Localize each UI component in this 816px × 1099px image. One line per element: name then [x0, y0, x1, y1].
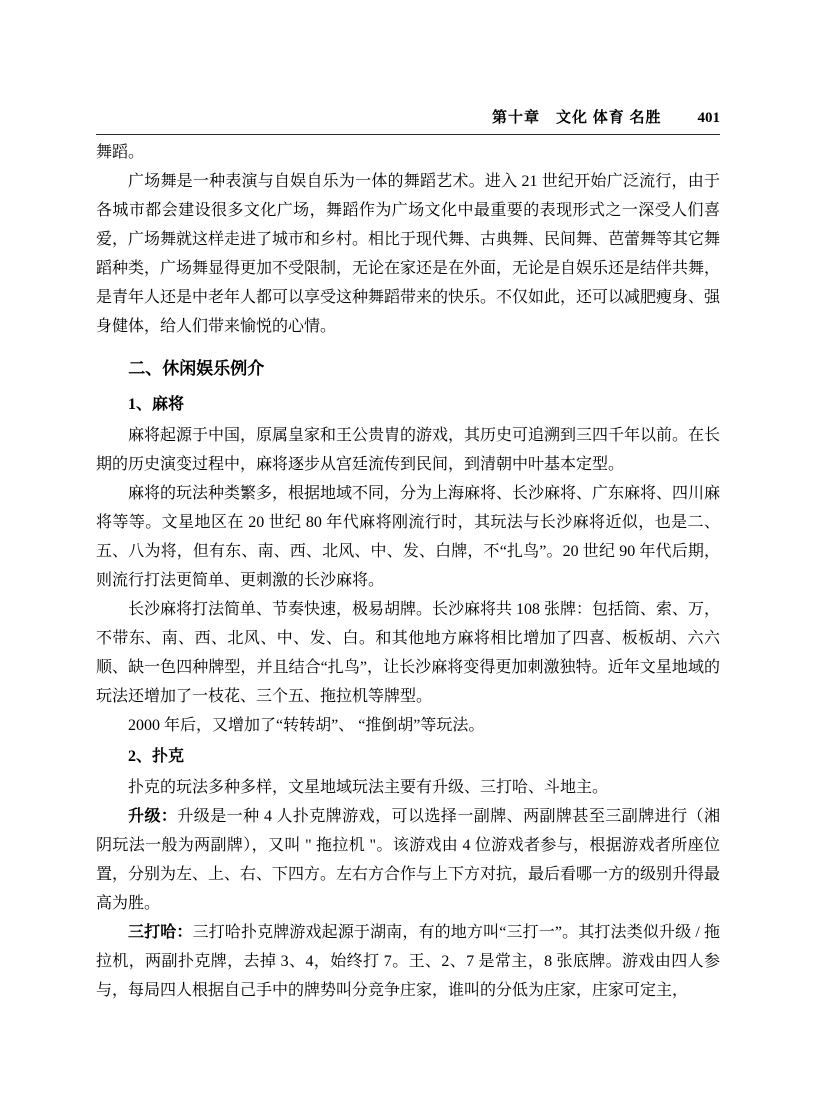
paragraph-changsha-mahjong: 长沙麻将打法简单、节奏快速，极易胡牌。长沙麻将共 108 张牌：包括筒、索、万，不带东、南、西、北风、中、发、白。和其他地方麻将相比增加了四喜、板板胡、六六顺、缺一色四种牌型，并且结合“扎鸟”，让长沙麻将变得更加刺激独特。近年文星地域的玩法还增加了一枝花、三个五、拖拉机等牌型。 — [96, 601, 721, 705]
page-body — [96, 138, 720, 1005]
paragraph-square-dance: 广场舞是一种表演与自娱自乐为一体的舞蹈艺术。进入 21 世纪开始广泛流行，由于各城市都会建设很多文化广场，舞蹈作为广场文化中最重要的表现形式之一深受人们喜爱，广场舞就这样走进了城市和乡村。相比于现代舞、古典舞、民间舞、芭蕾舞等其它舞蹈种类，广场舞显得更加不受限制，无论在家还是在外面，无论是自娱乐还是结伴共舞，是青年人还是中老年人都可以享受这种舞蹈带来的快乐。不仅如此，还可以减肥瘦身、强身健体，给人们带来愉悦的心情。 — [96, 173, 721, 335]
shengji-term: 升级： — [128, 808, 178, 825]
paragraph-poker-intro: 扑克的玩法多种多样，文星地域玩法主要有升级、三打哈、斗地主。 — [128, 779, 609, 796]
chapter-title: 第十章 文化 体育 名胜 — [491, 110, 662, 126]
paragraph-sandaha — [96, 918, 720, 1005]
sandaha-term: 三打哈： — [128, 924, 193, 941]
subsection-heading-mahjong: 1、麻将 — [128, 396, 185, 413]
section-heading-leisure: 二、休闲娱乐例介 — [128, 359, 265, 378]
shengji-text: 升级是一种 4 人扑克牌游戏，可以选择一副牌、两副牌甚至三副牌进行（湘阴玩法一般为两副牌），又叫 " 拖拉机 "。该游戏由 4 位游戏者参与，根据游戏者所座位置，分别为左、上、右、下四方。左右方合作与上下方对抗，最后看哪一方的级别升得最高为胜。 — [96, 808, 721, 912]
sandaha-text: 三打哈扑克牌游戏起源于湖南，有的地方叫“三打一”。其打法类似升级 / 拖拉机，两副扑克牌，去掉 3、4，始终打 7。王、2、7 是常主，8 张底牌。游戏由四人参与，每局四人根据自己手中的牌势叫分竞争庄家，谁叫的分低为庄家，庄家可定主， — [96, 924, 720, 999]
paragraph-mahjong-origin: 麻将起源于中国，原属皇家和王公贵胄的游戏，其历史可追溯到三四千年以前。在长期的历史演变过程中，麻将逐步从宫廷流传到民间，到清朝中叶基本定型。 — [96, 427, 721, 473]
paragraph-mahjong-styles: 麻将的玩法种类繁多，根据地域不同，分为上海麻将、长沙麻将、广东麻将、四川麻将等等。文星地区在 20 世纪 80 年代麻将刚流行时，其玩法与长沙麻将近似，也是二、五、八为将，但有东、南、西、北风、中、发、白牌，不“扎鸟”。20 世纪 90 年代后期，则流行打法更简单、更刺激的长沙麻将。 — [96, 485, 721, 589]
page-number: 401 — [697, 110, 720, 126]
page-header — [96, 106, 720, 135]
subsection-heading-poker: 2、扑克 — [128, 748, 185, 765]
paragraph-after-2000: 2000 年后，又增加了“转转胡”、 “推倒胡”等玩法。 — [128, 717, 485, 734]
paragraph-dance-tail: 舞蹈。 — [96, 144, 145, 161]
paragraph-shengji — [96, 802, 720, 918]
